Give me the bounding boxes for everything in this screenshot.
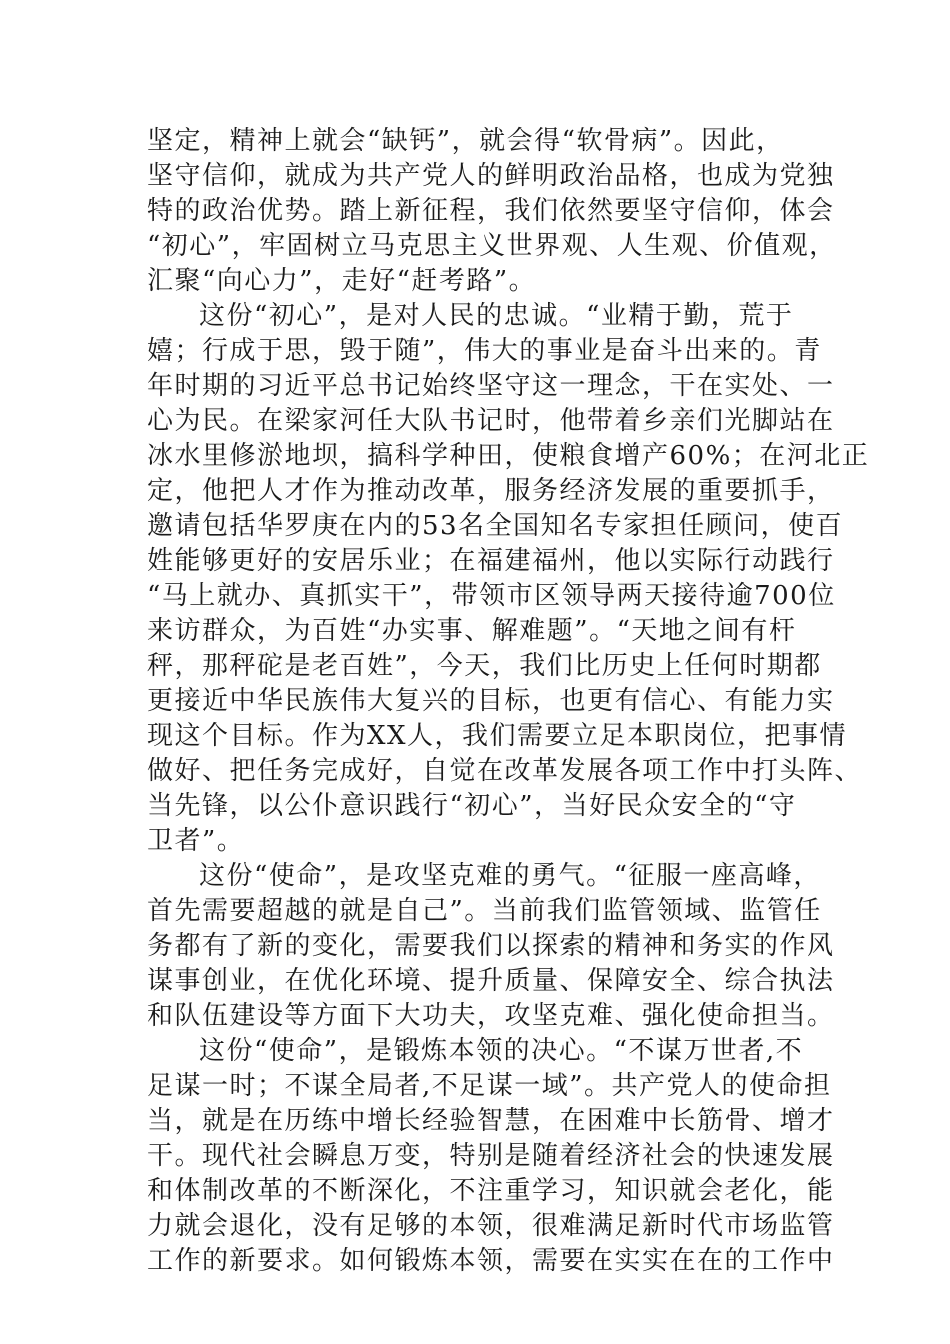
text-line: 当先锋，以公仆意识践行“初心”，当好民众安全的“守 [147, 791, 797, 821]
paragraph-4 [147, 1034, 835, 1279]
text-line: 坚定，精神上就会“缺钙”，就会得“软骨病”。因此， [147, 126, 784, 156]
text-line: 年时期的习近平总书记始终坚守这一理念，干在实处、一 [147, 371, 835, 401]
text-line: 姓能够更好的安居乐业；在福建福州，他以实际行动践行 [147, 546, 835, 576]
text-line: 工作的新要求。如何锻炼本领，需要在实实在在的工作中 [147, 1246, 835, 1276]
text-line: 秤，那秤砣是老百姓”，今天，我们比历史上任何时期都 [147, 651, 822, 681]
text-line: 这份“初心”，是对人民的忠诚。“业精于勤，荒于 [199, 301, 794, 331]
text-line: 心为民。在梁家河任大队书记时，他带着乡亲们光脚站在 [147, 406, 835, 436]
text-line: 务都有了新的变化，需要我们以探索的精神和务实的作风 [147, 931, 835, 961]
document-body [147, 124, 870, 1279]
text-line: 干。现代社会瞬息万变，特别是随着经济社会的快速发展 [147, 1141, 835, 1171]
paragraph-1 [147, 124, 837, 299]
text-line: 做好、把任务完成好，自觉在改革发展各项工作中打头阵、 [147, 756, 863, 786]
text-line: 谋事创业，在优化环境、提升质量、保障安全、综合执法 [147, 966, 835, 996]
text-line: 和体制改革的不断深化，不注重学习，知识就会老化，能 [147, 1176, 835, 1206]
text-line: 邀请包括华罗庚在内的53名全国知名专家担任顾问，使百 [147, 511, 844, 541]
text-line: 坚守信仰，就成为共产党人的鲜明政治品格，也成为党独 [147, 161, 835, 191]
text-line: 特的政治优势。踏上新征程，我们依然要坚守信仰，体会 [147, 196, 835, 226]
text-line: 这份“使命”，是锻炼本领的决心。“不谋万世者,不 [199, 1036, 804, 1066]
text-line: 和队伍建设等方面下大功夫，攻坚克难、强化使命担当。 [147, 1001, 835, 1031]
text-line: 现这个目标。作为XX人，我们需要立足本职岗位，把事情 [147, 721, 848, 751]
text-line: 当，就是在历练中增长经验智慧，在困难中长筋骨、增才 [147, 1106, 835, 1136]
text-line: “初心”，牢固树立马克思主义世界观、人生观、价值观， [147, 231, 837, 261]
paragraph-2 [147, 299, 870, 859]
text-line: 定，他把人才作为推动改革，服务经济发展的重要抓手， [147, 476, 835, 506]
text-line: 汇聚“向心力”，走好“赶考路”。 [147, 266, 537, 296]
text-line: 首先需要超越的就是自己”。当前我们监管领域、监管任 [147, 896, 822, 926]
text-line: 来访群众，为百姓“办实事、解难题”。“天地之间有杆 [147, 616, 797, 646]
text-line: 足谋一时；不谋全局者,不足谋一域”。共产党人的使命担 [147, 1071, 832, 1101]
text-line: 卫者”。 [147, 826, 245, 856]
text-line: 力就会退化，没有足够的本领，很难满足新时代市场监管 [147, 1211, 835, 1241]
paragraph-3 [147, 859, 835, 1034]
text-line: “马上就办、真抓实干”，带领市区领导两天接待逾700位 [147, 581, 836, 611]
text-line: 这份“使命”，是攻坚克难的勇气。“征服一座高峰， [199, 861, 821, 891]
text-line: 嬉；行成于思，毁于随”，伟大的事业是奋斗出来的。青 [147, 336, 822, 366]
text-line: 冰水里修淤地坝，搞科学种田，使粮食增产60%；在河北正 [147, 441, 870, 471]
text-line: 更接近中华民族伟大复兴的目标，也更有信心、有能力实 [147, 686, 835, 716]
